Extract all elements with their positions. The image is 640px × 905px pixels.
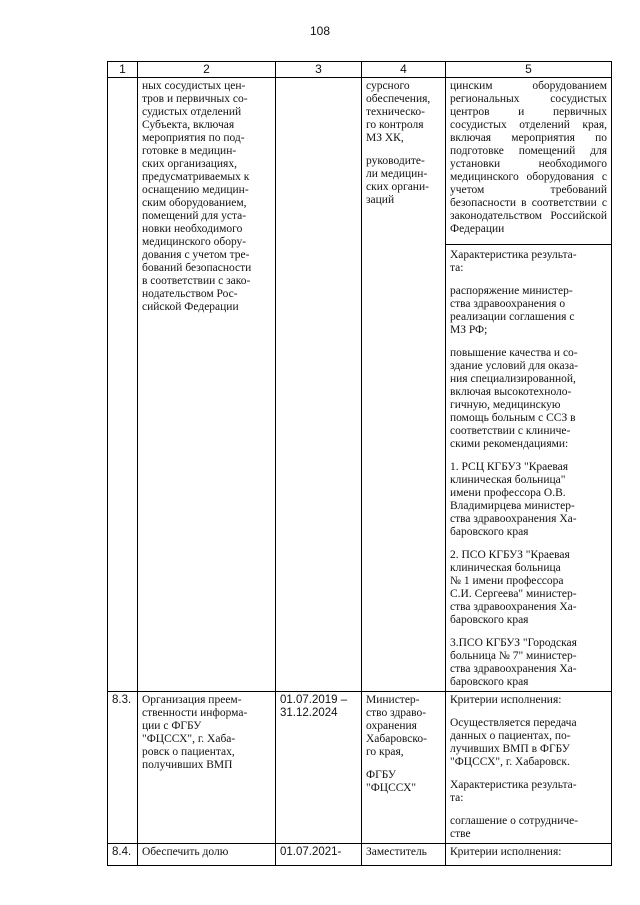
event-cell: Обеспечить долю — [138, 844, 276, 866]
row-number: 8.3. — [108, 692, 138, 844]
plan-table — [107, 61, 612, 866]
criteria-text: цинским оборудованием региональных сосудистых центров и первичных сосудистых отделений края, включая мероприятия по подготовке помещений для установки необходимого медицинского оборудования с учетом требований безопасности в соответствии с законодательством Российской Федерации — [450, 80, 607, 235]
page-number: 108 — [309, 24, 331, 38]
criteria-paragraph: 3.ПСО КГБУЗ "Городская больница № 7" министер- ства здравоохранения Ха- баровского края — [450, 637, 577, 688]
responsible-line: Заместитель — [366, 846, 427, 858]
header-col-4: 4 — [362, 62, 446, 78]
header-col-3: 3 — [276, 62, 362, 78]
row-number — [108, 78, 138, 692]
responsible-line: сурсного обеспечения, техническо- го контроля МЗ ХК, — [366, 80, 431, 144]
criteria-cell — [446, 78, 612, 692]
criteria-paragraph: соглашение о сотрудниче- стве — [450, 815, 579, 840]
responsible-cell — [362, 692, 446, 844]
responsible-line: ФГБУ "ФЦССХ" — [366, 769, 417, 794]
header-col-5: 5 — [446, 62, 612, 78]
criteria-paragraph: Осуществляется передача данных о пациентах, по- лучивших ВМП в ФГБУ "ФЦССХ", г. Хабаровск. — [450, 717, 577, 768]
criteria-cell — [446, 692, 612, 844]
dates-cell: 01.07.2021- — [276, 844, 362, 866]
responsible-cell — [362, 844, 446, 866]
criteria-cell — [446, 844, 612, 866]
responsible-line: Министер- ство здраво- охранения Хабаровско- го края, — [366, 694, 427, 758]
criteria-paragraph: 2. ПСО КГБУЗ "Краевая клиническая больница № 1 имени профессора С.И. Сергеева" министер- ства здравоохранения Ха- баровского края — [450, 549, 577, 626]
responsible-line: руководите- ли медицин- ских органи- заций — [366, 155, 429, 206]
header-col-2: 2 — [138, 62, 276, 78]
event-cell: Организация преем- ственности информа- ции с ФГБУ "ФЦССХ", г. Хаба- ровск о пациентах, получивших ВМП — [138, 692, 276, 844]
criteria-paragraph: Характеристика результа- та: — [450, 779, 577, 804]
criteria-paragraph: Критерии исполнения: — [450, 846, 562, 858]
header-col-1: 1 — [108, 62, 138, 78]
table-row — [108, 844, 612, 866]
row-number: 8.4. — [108, 844, 138, 866]
criteria-divider — [446, 244, 611, 245]
dates-cell: 01.07.2019 – 31.12.2024 — [276, 692, 362, 844]
criteria-paragraph: Критерии исполнения: — [450, 694, 562, 706]
responsible-cell — [362, 78, 446, 692]
header-row — [108, 62, 612, 78]
dates-cell — [276, 78, 362, 692]
criteria-paragraph: 1. РСЦ КГБУЗ "Краевая клиническая больница" имени профессора О.В. Владимирцева министер- ства здравоохранения Ха- баровского края — [450, 461, 577, 538]
criteria-paragraph: повышение качества и со- здание условий для оказа- ния специализированной, включая высокотехноло- гичную, медицинскую помощь больным с ССЗ в соответствии с клиниче- скими рекомендациями: — [450, 347, 579, 450]
criteria-paragraph: распоряжение министер- ства здравоохранения о реализации соглашения с МЗ РФ; — [450, 285, 575, 336]
criteria-paragraph: Характеристика результа- та: — [450, 249, 577, 274]
table-row — [108, 692, 612, 844]
event-cell: ных сосудистых цен- тров и первичных со- судистых отделений Субъекта, включая мероприятия по под- готовке в медицин- ских организациях, предусматриваемых к оснащению медицин- ским оборудованием, помещений для уста- новки необходимого медицинского обору- дования с учетом тре- бований безопасности в соответствии с зако- нодательством Рос- сийской Федерации — [138, 78, 276, 692]
table-row — [108, 78, 612, 692]
